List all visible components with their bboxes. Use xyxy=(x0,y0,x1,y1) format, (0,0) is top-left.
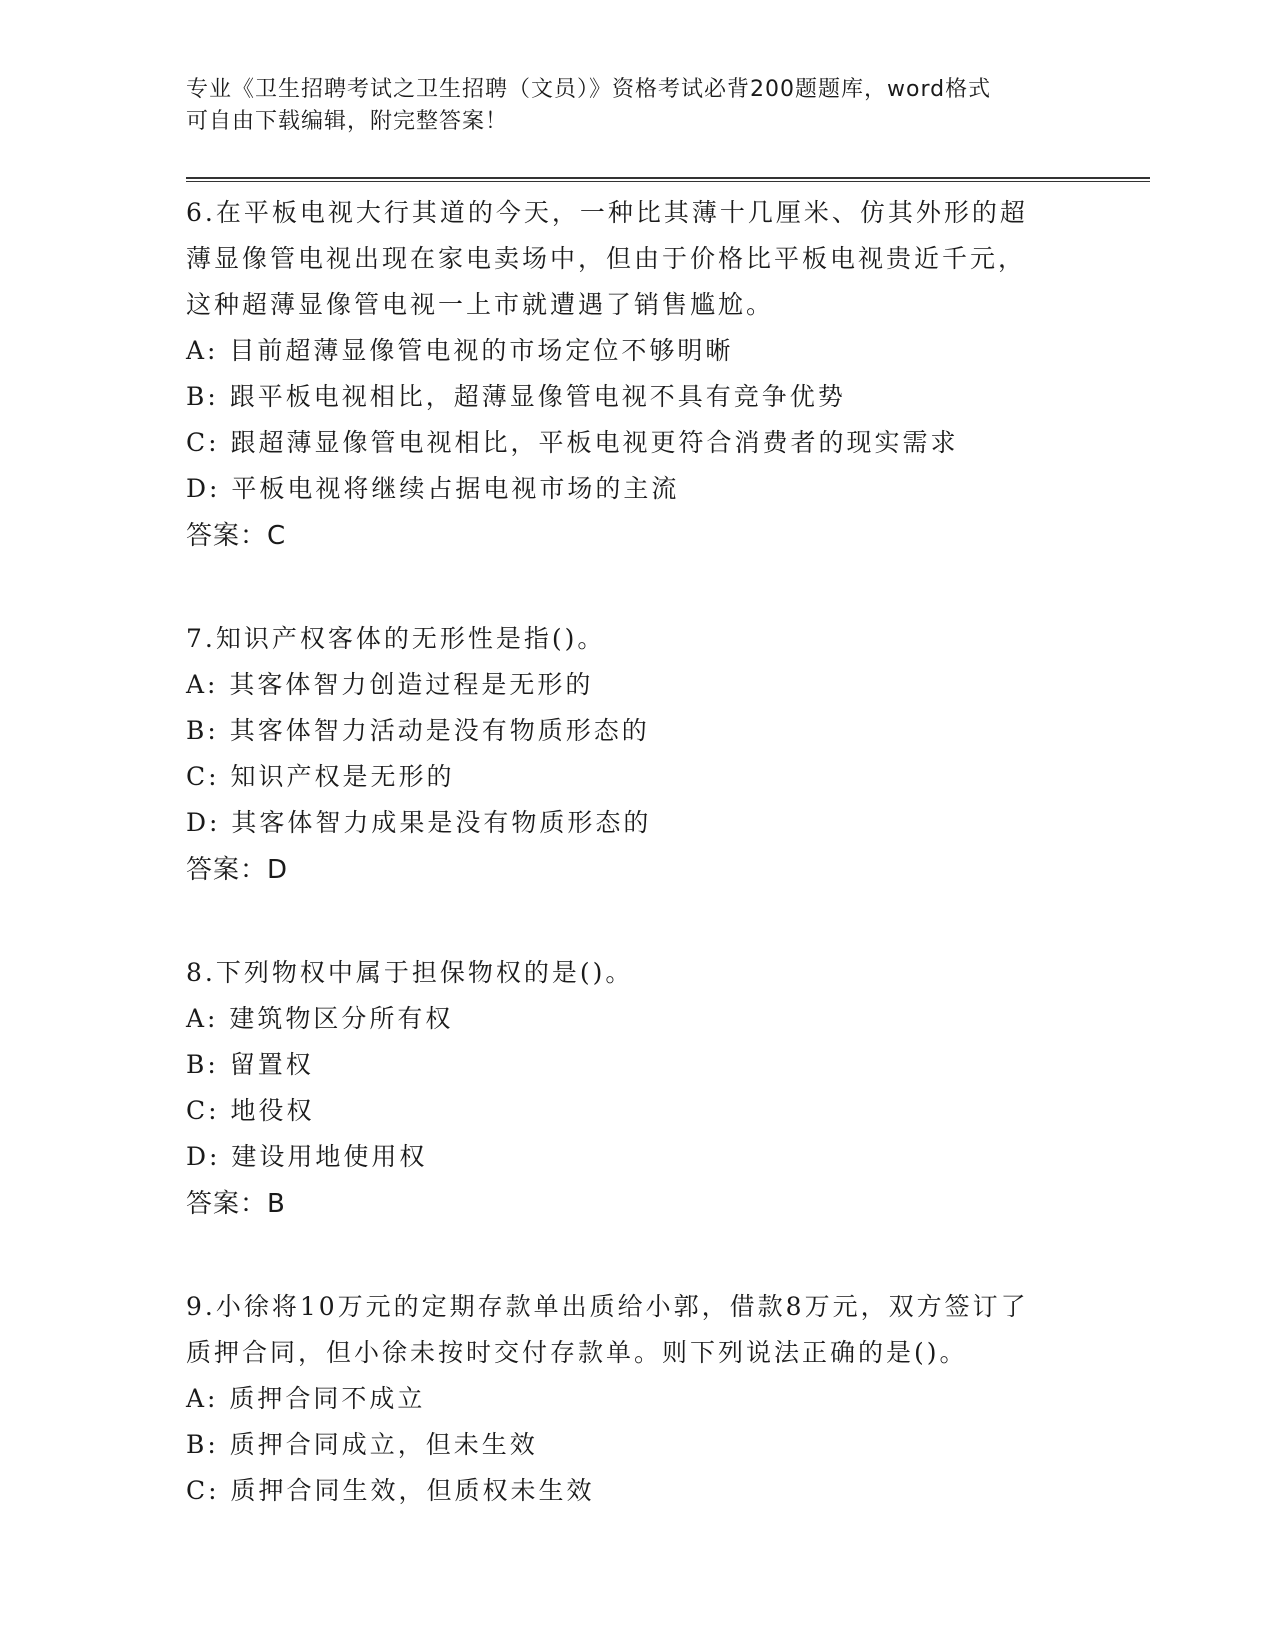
question-6-option-d: D: 平板电视将继续占据电视市场的主流 xyxy=(186,474,680,503)
question-9-option-a: A: 质押合同不成立 xyxy=(186,1384,426,1413)
question-9-stem-line-1: 9.小徐将10万元的定期存款单出质给小郭，借款8万元，双方签订了 xyxy=(186,1292,1029,1321)
question-7-option-d: D: 其客体智力成果是没有物质形态的 xyxy=(186,808,652,837)
document-header xyxy=(186,74,1066,138)
header-title-line-2: 可自由下载编辑，附完整答案！ xyxy=(186,109,509,134)
question-spacer xyxy=(186,1228,1086,1284)
question-8-option-c: C: 地役权 xyxy=(186,1096,315,1125)
question-7 xyxy=(186,616,1086,894)
question-6-stem-line-3: 这种超薄显像管电视一上市就遭遇了销售尴尬。 xyxy=(186,290,775,319)
question-9-option-c: C: 质押合同生效，但质权未生效 xyxy=(186,1476,595,1505)
question-list xyxy=(186,190,1086,1514)
question-8-option-b: B: 留置权 xyxy=(186,1050,314,1079)
question-6-stem-line-1: 6.在平板电视大行其道的今天，一种比其薄十几厘米、仿其外形的超 xyxy=(186,198,1028,227)
question-9 xyxy=(186,1284,1086,1514)
question-8-stem-line-1: 8.下列物权中属于担保物权的是()。 xyxy=(186,958,634,987)
question-6 xyxy=(186,190,1086,560)
question-8-option-a: A: 建筑物区分所有权 xyxy=(186,1004,454,1033)
question-6-stem-line-2: 薄显像管电视出现在家电卖场中，但由于价格比平板电视贵近千元， xyxy=(186,244,1027,273)
question-7-option-a: A: 其客体智力创造过程是无形的 xyxy=(186,670,594,699)
question-7-option-c: C: 知识产权是无形的 xyxy=(186,762,455,791)
question-7-stem-line-1: 7.知识产权客体的无形性是指()。 xyxy=(186,624,606,653)
question-8 xyxy=(186,950,1086,1228)
question-8-answer: 答案：B xyxy=(186,1189,286,1219)
question-6-option-a: A: 目前超薄显像管电视的市场定位不够明晰 xyxy=(186,336,734,365)
header-title-line-1: 专业《卫生招聘考试之卫生招聘（文员）》资格考试必背200题题库，word格式 xyxy=(186,77,992,102)
question-6-option-c: C: 跟超薄显像管电视相比，平板电视更符合消费者的现实需求 xyxy=(186,428,959,457)
question-9-option-b: B: 质押合同成立，但未生效 xyxy=(186,1430,538,1459)
question-8-option-d: D: 建设用地使用权 xyxy=(186,1142,428,1171)
question-7-option-b: B: 其客体智力活动是没有物质形态的 xyxy=(186,716,650,745)
question-7-answer: 答案：D xyxy=(186,855,289,885)
question-9-stem-line-2: 质押合同，但小徐未按时交付存款单。则下列说法正确的是()。 xyxy=(186,1338,968,1367)
question-6-answer: 答案：C xyxy=(186,521,287,551)
question-spacer xyxy=(186,894,1086,950)
question-spacer xyxy=(186,560,1086,616)
header-divider xyxy=(186,177,1150,182)
question-6-option-b: B: 跟平板电视相比，超薄显像管电视不具有竞争优势 xyxy=(186,382,846,411)
